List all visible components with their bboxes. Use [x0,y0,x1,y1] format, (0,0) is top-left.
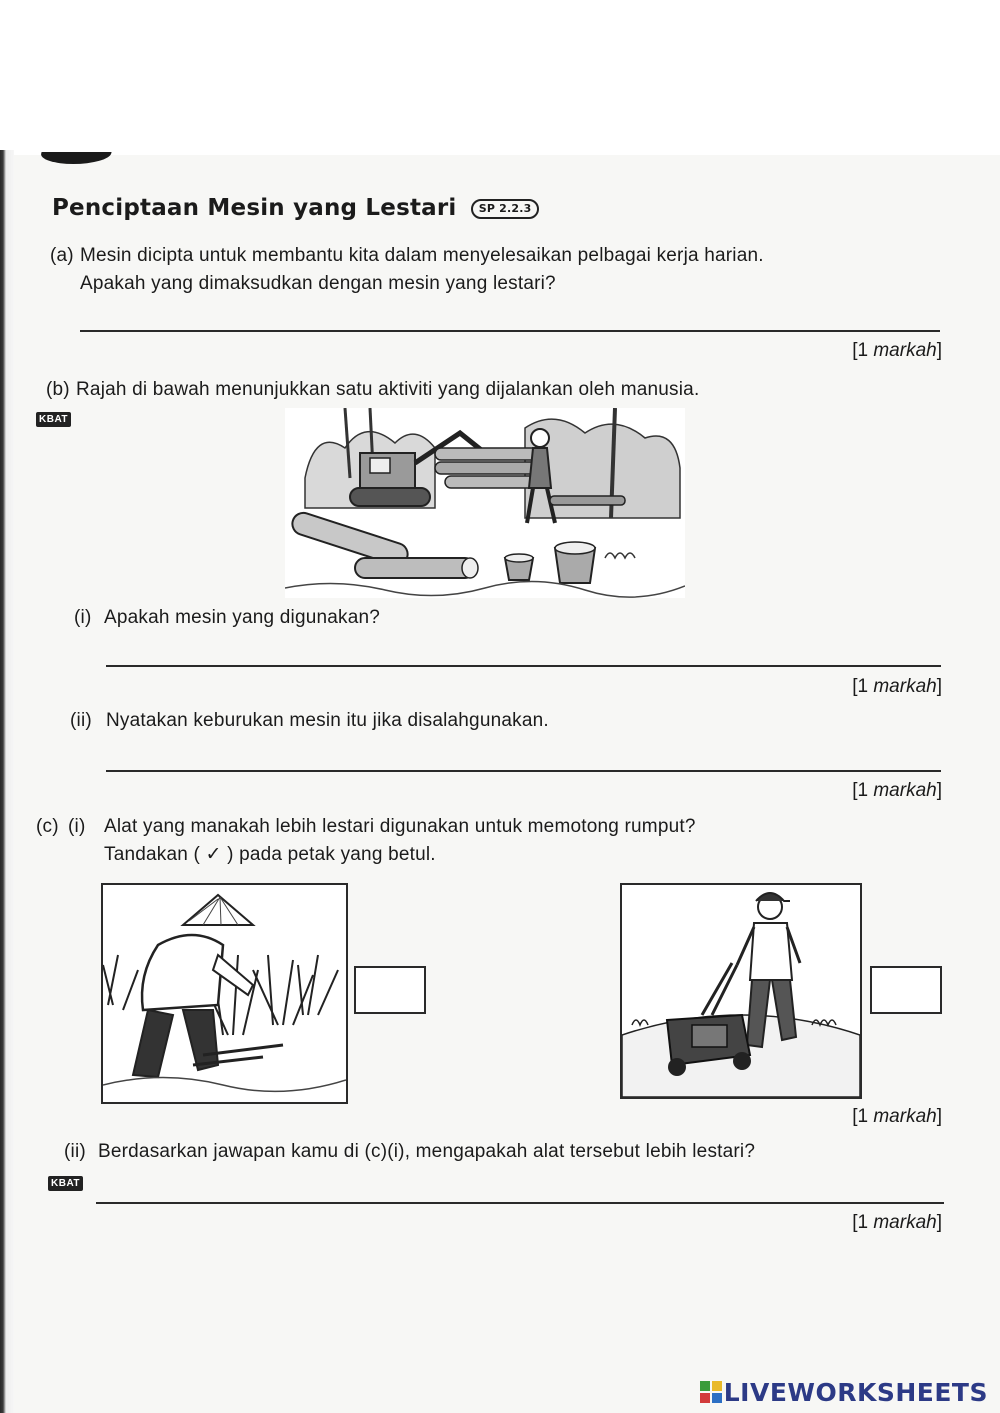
question-a-label: (a) [50,245,74,266]
question-b-i [74,604,380,632]
question-c-i-line2: Tandakan ( ✓ ) pada petak yang betul. [104,844,436,865]
logging-scene-illustration [285,408,685,598]
question-a-line2: Apakah yang dimaksudkan dengan mesin yang lestari? [80,273,556,294]
title-text: Penciptaan Mesin yang Lestari [52,195,457,221]
question-c-ii-text: Berdasarkan jawapan kamu di (c)(i), mengapakah alat tersebut lebih lestari? [98,1141,756,1162]
farmer-sickle-drawing [103,885,346,1102]
question-b-ii-label: (ii) [70,710,92,731]
worksheet-title [52,195,539,221]
liveworksheets-logo-icon [700,1381,722,1403]
question-b-i-text: Apakah mesin yang digunakan? [104,607,381,628]
standard-code-badge: SP 2.2.3 [471,199,540,219]
question-c-ii [64,1138,755,1166]
answer-line-b-i[interactable] [106,665,941,667]
brand-name: LIVEWORKSHEETS [723,1378,988,1407]
question-c-i-line1: Alat yang manakah lebih lestari digunakan untuk memotong rumput? [104,816,696,837]
question-b [46,376,699,404]
question-b-text: Rajah di bawah menunjukkan satu aktiviti yang dijalankan oleh manusia. [76,379,700,400]
kbat-badge-c: KBAT [48,1176,83,1191]
marks-c-ii: [1 markah] [852,1212,942,1233]
question-a [50,242,764,298]
question-a-line1: Mesin dicipta untuk membantu kita dalam menyelesaikan pelbagai kerja harian. [80,245,764,266]
marks-b-i: [1 markah] [852,676,942,697]
marks-c-i: [1 markah] [852,1106,942,1127]
checkbox-mower-option[interactable] [870,966,942,1014]
question-b-ii-text: Nyatakan keburukan mesin itu jika disalahgunakan. [106,710,549,731]
answer-line-b-ii[interactable] [106,770,941,772]
question-b-ii [70,707,549,735]
question-c-i-label: (i) [68,816,86,837]
manual-cutting-illustration [101,883,348,1104]
question-b-label: (b) [46,379,70,400]
question-c-ii-label: (ii) [64,1141,86,1162]
page-edge-shadow [0,150,14,1413]
question-b-i-label: (i) [74,607,92,628]
lawn-mower-drawing [622,885,860,1097]
checkbox-manual-option[interactable] [354,966,426,1014]
worksheet-page [0,155,1000,1413]
marks-b-ii: [1 markah] [852,780,942,801]
marks-a: [1 markah] [852,340,942,361]
question-c-i [36,813,696,869]
liveworksheets-logo [700,1378,988,1407]
kbat-badge-b: KBAT [36,412,71,427]
question-c-label: (c) [36,816,59,837]
answer-line-a[interactable] [80,330,940,332]
lawn-mower-illustration [620,883,862,1099]
answer-line-c-ii[interactable] [96,1202,944,1204]
